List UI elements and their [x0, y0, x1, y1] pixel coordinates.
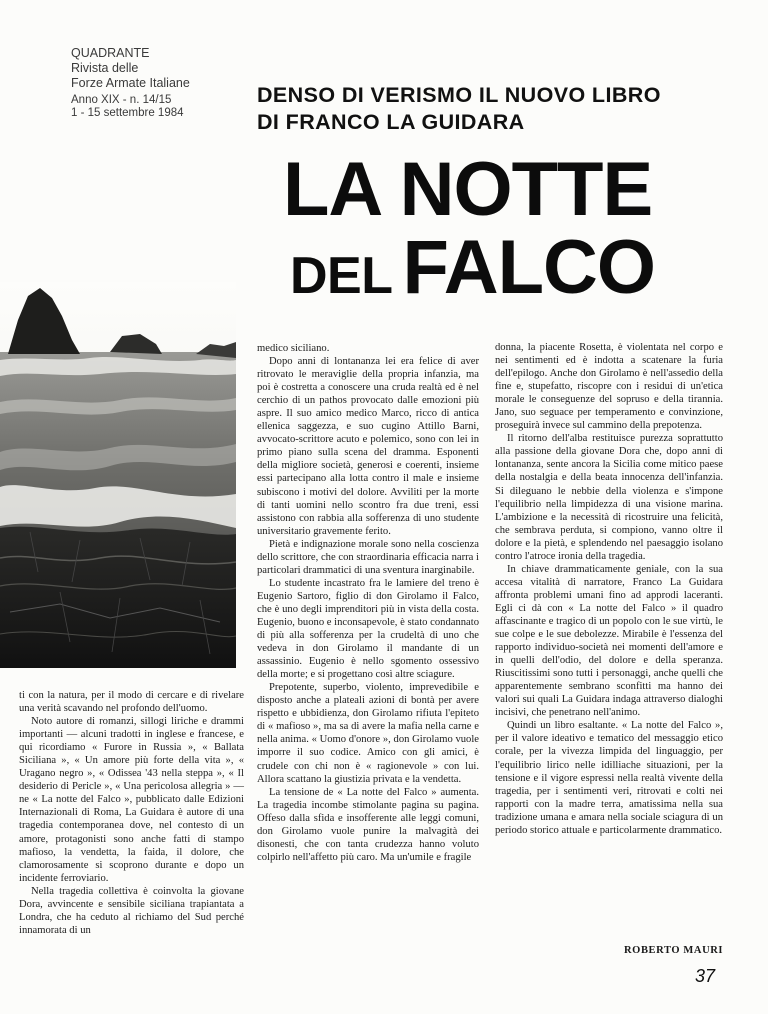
paragraph: Prepotente, superbo, violento, imprevedibile e disposto anche a plateali azioni di bontà per avere rispetto e ubbidienza, don Girolamo rifiuta l'epiteto di « mafioso », ma sa di avere la mafia nella carne e nella anima. « Uomo d'onore », don Girolamo vuole imporre il suo codice. Amico con gli amici, è crudele con chi non è « ragionevole » con lui. Allora scattano la giustizia privata e la vendetta. — [257, 682, 479, 785]
paragraph: La tensione de « La notte del Falco » aumenta. La tragedia incombe stimolante pagina su pagina. Offeso dalla sfida e insofferente alle leggi comuni, don Girolamo vuole punire la malvagità dei disonesti, che con tanta crudezza hanno voluto colpirlo nell'affetto più caro. Ma un'umile e fragile — [257, 786, 479, 863]
subtitle-line-2: DI FRANCO LA GUIDARA — [257, 110, 525, 134]
paragraph: In chiave drammaticamente geniale, con la sua accesa vitalità di narratore, Franco La Guidara affronta problemi umani fino ad approdi laceranti. Egli ci dà con « La notte del Falco » il quadro affascinante e tragico di un popolo con le sue virtù, le sue colpe e le sue debolezze. Mirabile è l'essenza del rapporto individuo-società nei momenti dell'amore e in quelli dell'odio, del dolore e della speranza. Riuscitissimi sono tutti i personaggi, anche quelli che apparentemente sembrano sconfitti ma hanno dei valori sui quali La Guidara indaga attraverso dialoghi incisivi, che penetrano nell'animo. — [495, 563, 723, 719]
article-subtitle — [257, 82, 661, 136]
author-signature: ROBERTO MAURI — [624, 945, 724, 956]
paragraph: Quindi un libro esaltante. « La notte del Falco », per il valore ideativo e tematico del messaggio etico corale, per la vivezza limpida del linguaggio, per l'equilibrio lirico nelle idilliache situazioni, per la tensione e il vigore espressi nella realtà vivente della tragedia, per i sentimenti veri, ritrovati e colti nei rapporti con la madre terra, amatissima nella sua tradizione umana e amara nella sociale sciagura di un periodo storico attuale e particolarmente drammatico. — [495, 720, 723, 836]
paragraph: Dopo anni di lontananza lei era felice di aver ritrovato le meraviglie della propria infanzia, ma poi è costretta a conoscere una cruda realtà ed è nel cerchio di un pathos provocato dalle emozioni più aspre. Il suo amico medico Marco, ricco di antica ellenica saggezza, e suo cugino Attillo Barni, avvocato-scrittore acuto e polemico, sono con lei in primo piano sulla scena del dramma. Esponenti della migliore società, generosi e coerenti, insieme essi partecipano alla lotta contro il male e insieme subiscono i motivi del dolore. Avviliti per la morte di tanti uomini nello scontro fra due treni, essi assistono con rabbia alla sofferenza di uno studente universitario gravemente ferito. — [257, 356, 479, 537]
issue-number: Anno XIX - n. 14/15 — [71, 94, 172, 106]
paragraph: ti con la natura, per il modo di cercare e di rivelare una verità scavando nel profondo dell'uomo. — [19, 690, 244, 715]
paragraph: medico siciliano. — [257, 343, 330, 354]
article-title-line-1: LA NOTTE — [283, 147, 653, 232]
paragraph: Lo studente incastrato fra le lamiere del treno è Eugenio Sartoro, figlio di don Girolamo il Falco, che è uno degli imprenditori più in vista della costa. Eugenio, buono e inconsapevole, è stato condannato di più alla sofferenza per la crudeltà di uno che vedeva in don Girolamo il mandante di un assassinio. Eugenio è nello sgomento ossessivo della morte; e si progettano così altre sciagure. — [257, 577, 479, 681]
paragraph: Nella tragedia collettiva è coinvolta la giovane Dora, avvincente e sensibile siciliana trapiantata a Londra, che ha ceduto al richiamo del Sud perché innamorata di un — [19, 885, 244, 936]
magazine-name: QUADRANTE — [71, 46, 150, 60]
seascape-photo — [0, 282, 236, 668]
article-column-3 — [495, 341, 723, 837]
masthead — [71, 46, 190, 120]
title-word-falco: FALCO — [402, 225, 656, 310]
issue-date: 1 - 15 settembre 1984 — [71, 107, 184, 119]
article-column-2 — [257, 342, 479, 864]
article-title-line-2 — [290, 225, 656, 329]
page-number: 37 — [695, 966, 716, 986]
magazine-subtitle-2: Forze Armate Italiane — [71, 76, 190, 90]
subtitle-line-1: DENSO DI VERISMO IL NUOVO LIBRO — [257, 83, 661, 107]
paragraph: Noto autore di romanzi, sillogi liriche e drammi importanti — alcuni tradotti in inglese e francese, e qui ricordiamo « Furore in Russia », « Ballata Siciliana », « Un amore più forte della vita », « Uragano negro », « Odissea '43 nella steppa », « Il desiderio di Pericle », « Una pericolosa allegria » — ne « La notte del Falco », pubblicato dalle Edizioni Internazionali di Roma, La Guidara è autore di una tragedia contemporanea dove, nel contesto di un amore, protagonisti sono anche fatti di stampo mafioso, la vendetta, la faida, il dolore, che clamorosamente si scoprono durante e dopo un incidente ferroviario. — [19, 716, 244, 884]
article-column-1 — [19, 689, 244, 937]
paragraph: Il ritorno dell'alba restituisce purezza soprattutto alla passione della giovane Dora che, dopo anni di lontananza, sente ancora la Sicilia come mitico paese della nostalgia e della beata innocenza dell'infanzia. Si dileguano le nebbie della violenza e s'impone l'equilibrio nella limpidezza di una visione marina. L'ambizione e la necessità di ricostruire una felicità, che sembrava perduta, si compiono, vanno oltre il dolore e la pietà, e splendendo nel paesaggio isolano contro l'atroce ironia della tragedia. — [495, 433, 723, 562]
paragraph: Pietà e indignazione morale sono nella coscienza dello scrittore, che con straordinaria efficacia narra i particolari drammatici di una sventura inarginabile. — [257, 538, 479, 576]
magazine-subtitle-1: Rivista delle — [71, 61, 139, 75]
title-word-del: DEL — [290, 247, 393, 305]
paragraph: donna, la piacente Rosetta, è violentata nel corpo e nei sentimenti ed è indotta a scatenare la furia dell'epilogo. Anche don Girolamo è nell'assedio della fine e, stupefatto, riscopre con i residui di un'etica morale le conseguenze del sopruso e della tirannia. Jano, suo seguace per temperamento e convinzione, proseguirà invece sul cammino della prepotenza. — [495, 342, 723, 432]
